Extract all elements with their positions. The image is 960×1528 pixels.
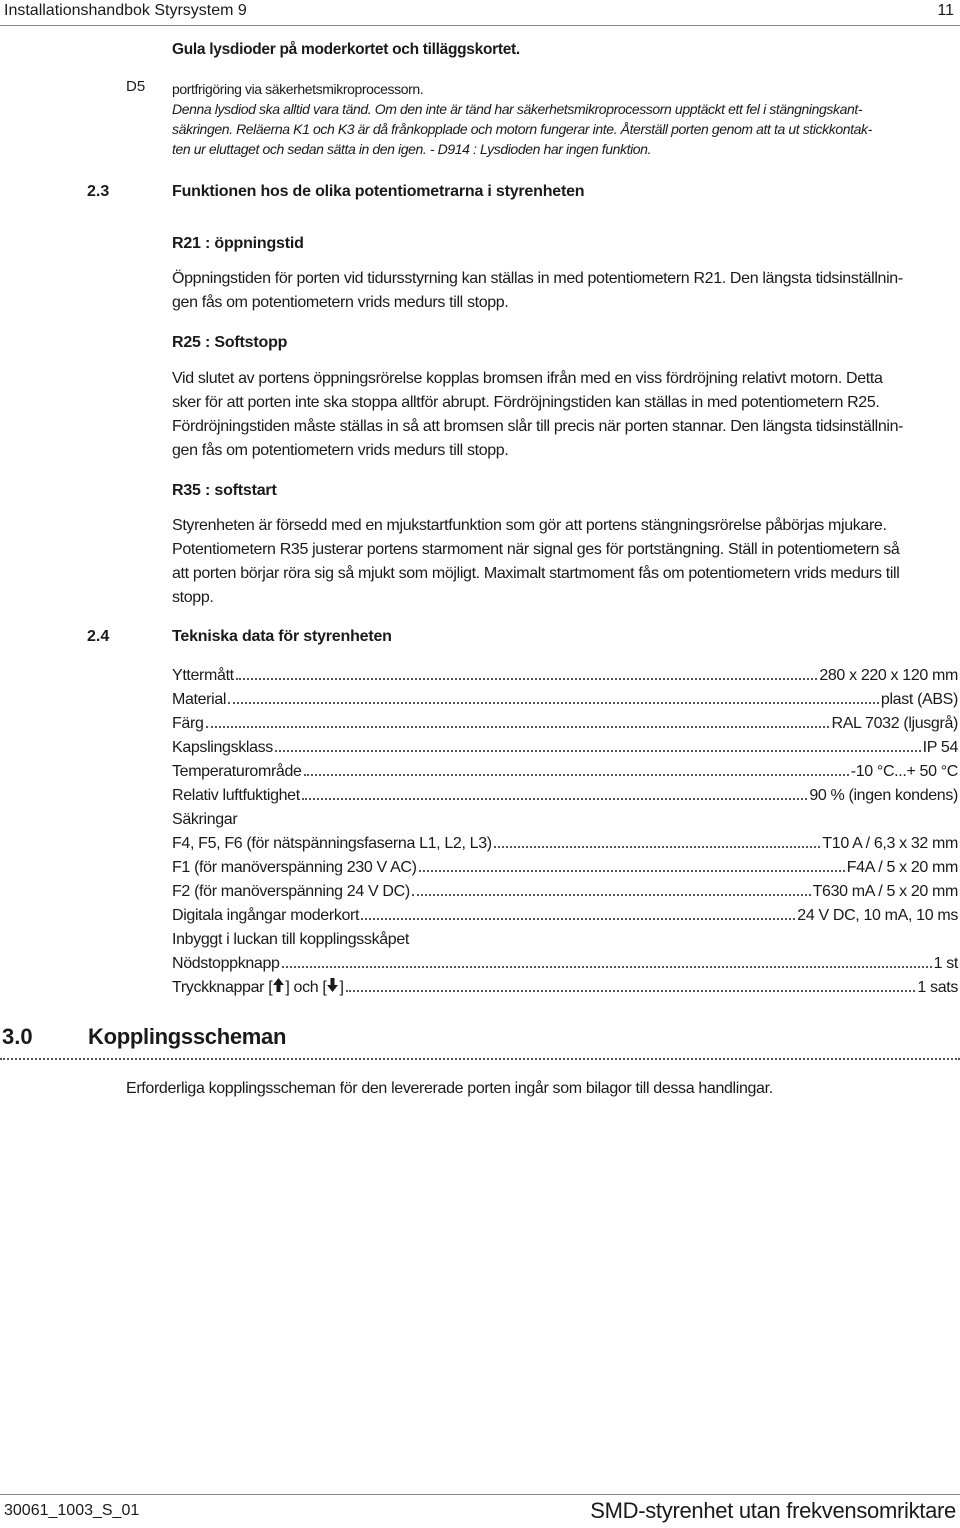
spec-row [172, 973, 958, 997]
arrow-down-icon [326, 978, 339, 997]
r35-heading: R35 : softstart [172, 482, 277, 499]
spec-label: Yttermått [172, 667, 234, 684]
spec-row [172, 757, 958, 781]
spec-label: Digitala ingångar moderkort [172, 907, 360, 924]
header-title: Installationshandbok Styrsystem 9 [4, 2, 247, 19]
spec-row [172, 877, 958, 901]
r21-heading: R21 : öppningstid [172, 235, 304, 252]
d5-line: portfrigöring via säkerhetsmikroprocessorn. [172, 81, 424, 97]
d5-line: säkringen. Reläerna K1 och K3 är då frånkopplade och motorn fungerar inte. Återställ porten genom att ta ut stickkontak- [172, 121, 872, 137]
section-number: 2.4 [87, 628, 110, 645]
spec-label [172, 978, 344, 997]
dot-leader [206, 726, 830, 728]
r35-paragraph [172, 514, 958, 610]
spec-row [172, 733, 958, 757]
kopplingsscheman-text: Erforderliga kopplingsscheman för den levererade porten ingår som bilagor till dessa handlingar. [126, 1080, 773, 1097]
spec-value: 90 % (ingen kondens) [809, 787, 958, 804]
spec-list [172, 661, 958, 997]
dot-leader [302, 798, 807, 800]
dot-leader [236, 678, 818, 680]
spec-label: Inbyggt i luckan till kopplingsskåpet [172, 931, 409, 948]
spec-value: 280 x 220 x 120 mm [819, 667, 958, 684]
footer-product: SMD-styrenhet utan frekvensomriktare [590, 1498, 956, 1523]
spec-value: T630 mA / 5 x 20 mm [812, 883, 958, 900]
spec-row [172, 685, 958, 709]
text-line: gen fås om potentiometern vrids medurs till stopp. [172, 442, 509, 459]
spec-value: 1 sats [917, 979, 958, 996]
spec-value: plast (ABS) [880, 691, 958, 708]
dot-leader [346, 990, 916, 992]
r21-paragraph [172, 267, 958, 315]
spec-label: Temperaturområde [172, 763, 302, 780]
dot-leader [228, 702, 879, 704]
spec-label-part: Tryckknappar [ [172, 979, 273, 996]
dot-leader [494, 846, 821, 848]
d5-line: ten ur eluttaget och sedan sätta in den igen. - D914 : Lysdioden har ingen funktion. [172, 141, 652, 157]
section-title: Kopplingsscheman [88, 1024, 287, 1049]
spec-label: F2 (för manöverspänning 24 V DC) [172, 883, 410, 900]
dotted-rule [0, 1058, 960, 1060]
section-number: 3.0 [2, 1024, 33, 1049]
spec-value: IP 54 [922, 739, 958, 756]
d5-description [172, 79, 952, 159]
spec-value: F4A / 5 x 20 mm [846, 859, 958, 876]
spec-label: Material [172, 691, 227, 708]
dot-leader [275, 750, 921, 752]
footer-doc-id: 30061_1003_S_01 [4, 1502, 140, 1519]
dot-leader [419, 870, 845, 872]
section-title: Tekniska data för styrenheten [172, 628, 392, 645]
spec-label: Färg [172, 715, 204, 732]
section-title: Funktionen hos de olika potentiometrarna i styrenheten [172, 183, 585, 200]
dot-leader [304, 774, 849, 776]
spec-row [172, 829, 958, 853]
text-line: att porten börjar röra sig så mjukt som möjligt. Maximalt startmoment fås om potentiometern vrids medurs till [172, 565, 900, 582]
spec-group-heading [172, 925, 958, 949]
spec-label: Relativ luftfuktighet [172, 787, 300, 804]
spec-label: Kapslingsklass [172, 739, 273, 756]
spec-value: RAL 7032 (ljusgrå) [831, 715, 958, 732]
spec-row [172, 853, 958, 877]
spec-label: Nödstoppknapp [172, 955, 280, 972]
text-line: sker för att porten inte ska stoppa alltför abrupt. Fördröjningstiden kan ställas in med potentiometern R25. [172, 394, 880, 411]
spec-row [172, 709, 958, 733]
r25-heading: R25 : Softstopp [172, 334, 288, 351]
header-rule [0, 25, 960, 26]
d5-label: D5 [126, 78, 146, 95]
dot-leader [282, 966, 932, 968]
dot-leader [412, 894, 811, 896]
led-heading: Gula lysdioder på moderkortet och tilläggskortet. [172, 41, 520, 58]
text-line: Fördröjningstiden måste ställas in så att bromsen slår till precis när porten stannar. Den längsta tidsinställnin- [172, 418, 904, 435]
spec-row [172, 781, 958, 805]
spec-group-heading [172, 805, 958, 829]
spec-label: F4, F5, F6 (för nätspänningsfaserna L1, L2, L3) [172, 835, 492, 852]
r25-paragraph [172, 367, 958, 463]
spec-label-part: ] och [ [285, 979, 327, 996]
spec-value: T10 A / 6,3 x 32 mm [822, 835, 958, 852]
spec-label: F1 (för manöverspänning 230 V AC) [172, 859, 417, 876]
text-line: Vid slutet av portens öppningsrörelse kopplas bromsen ifrån med en viss fördröjning relativt motorn. Detta [172, 370, 883, 387]
text-line: gen fås om potentiometern vrids medurs till stopp. [172, 294, 509, 311]
spec-value: 1 st [933, 955, 958, 972]
text-line: Öppningstiden för porten vid tidursstyrning kan ställas in med potentiometern R21. Den längsta tidsinställnin- [172, 270, 903, 287]
spec-label: Säkringar [172, 811, 238, 828]
spec-row [172, 949, 958, 973]
section-number: 2.3 [87, 183, 110, 200]
text-line: Styrenheten är försedd med en mjukstartfunktion som gör att portens stängningsrörelse påbörjas mjukare. [172, 517, 887, 534]
d5-line: Denna lysdiod ska alltid vara tänd. Om den inte är tänd har säkerhetsmikroprocessorn upptäckt ett fel i stängningskant- [172, 101, 863, 117]
text-line: Potentiometern R35 justerar portens starmoment när signal ges för portstängning. Ställ in potentiometern så [172, 541, 900, 558]
page-number: 11 [937, 2, 954, 19]
arrow-up-icon [272, 978, 285, 997]
spec-label-part: ] [339, 979, 344, 996]
spec-row [172, 901, 958, 925]
spec-value: -10 °C...+ 50 °C [850, 763, 958, 780]
text-line: stopp. [172, 589, 214, 606]
spec-row [172, 661, 958, 685]
footer-rule [0, 1494, 960, 1495]
spec-value: 24 V DC, 10 mA, 10 ms [797, 907, 958, 924]
dot-leader [361, 918, 795, 920]
